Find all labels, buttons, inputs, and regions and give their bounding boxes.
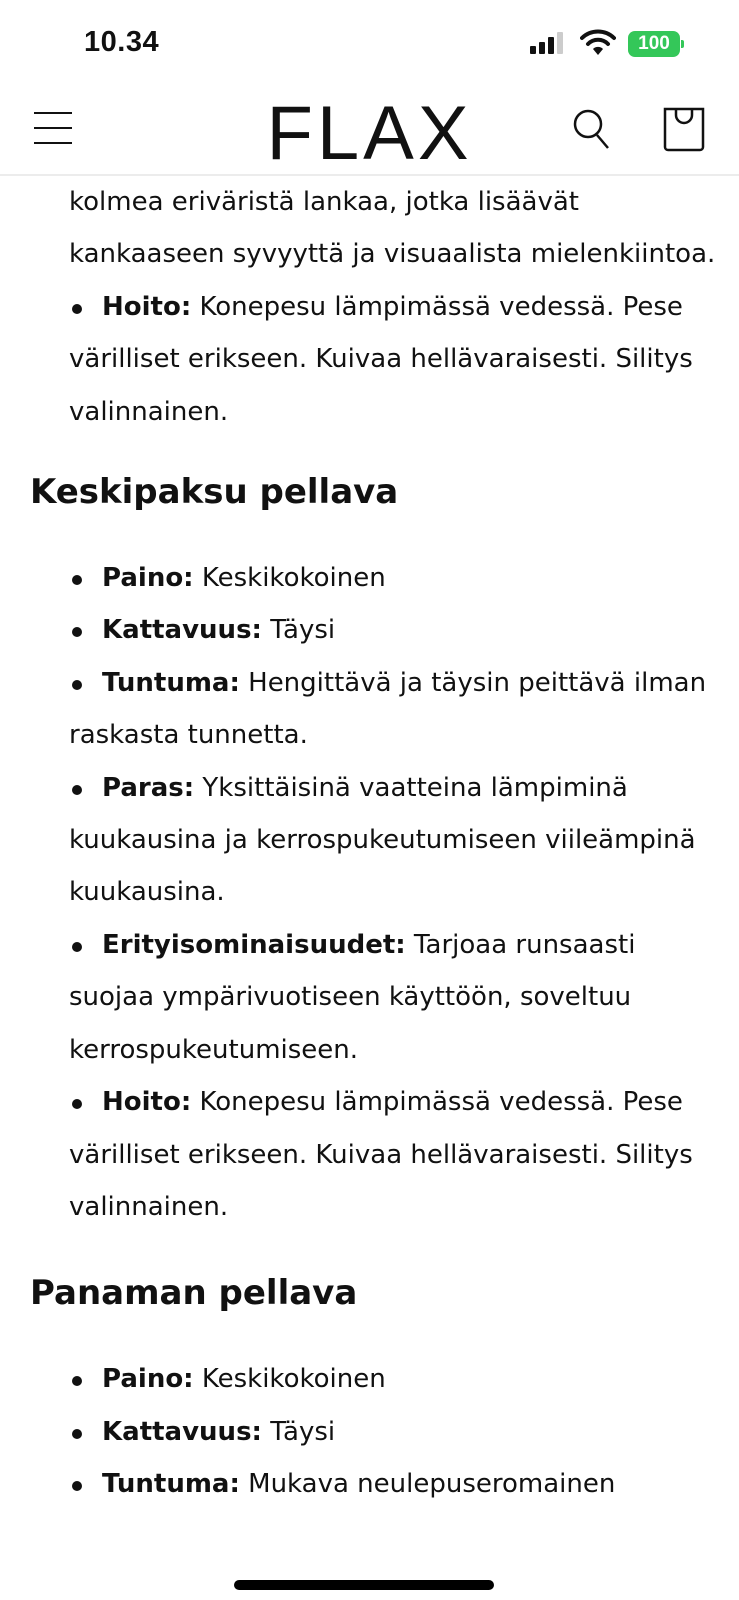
item-label: Paino:	[102, 1364, 194, 1395]
wifi-icon	[580, 28, 616, 56]
item-text: Mukava neulepuseromainen	[239, 1469, 616, 1500]
flax-logo[interactable]: FLAX	[266, 91, 473, 176]
item-label: Kattavuus:	[102, 615, 262, 646]
item-text: Täysi	[261, 1416, 336, 1447]
status-time: 10.34	[84, 26, 160, 58]
cellular-signal-icon	[530, 32, 563, 54]
list-item	[0, 919, 739, 1076]
paragraph-text: kolmea eriväristä lankaa, jotka lisäävät kankaaseen syvyyttä ja visuaalista mielenkiintoa.	[69, 187, 716, 270]
item-label: Hoito:	[102, 291, 192, 322]
item-label: Erityisominaisuudet:	[102, 929, 406, 960]
list-item	[0, 1076, 739, 1233]
item-text: Täysi	[261, 615, 336, 646]
item-text: Hengittävä ja täysin peittävä ilman raskasta tunnetta.	[69, 667, 707, 751]
section-heading: Panaman pellava	[30, 1273, 358, 1314]
home-indicator[interactable]	[234, 1580, 494, 1590]
item-text: Konepesu lämpimässä vedessä. Pese värilliset erikseen. Kuivaa hellävaraisesti. Silitys valinnainen.	[69, 291, 693, 427]
item-label: Tuntuma:	[102, 1469, 240, 1500]
cart-icon[interactable]	[662, 106, 706, 152]
list-item	[0, 762, 739, 919]
list-item	[0, 1406, 739, 1458]
section-heading: Keskipaksu pellava	[30, 472, 399, 513]
list-item	[0, 604, 739, 656]
item-text: Keskikokoinen	[193, 563, 386, 594]
status-bar	[0, 0, 739, 86]
item-label: Tuntuma:	[102, 667, 240, 698]
list-item	[0, 657, 739, 762]
list-item	[0, 281, 739, 438]
item-label: Paras:	[102, 772, 195, 803]
item-text: Konepesu lämpimässä vedessä. Pese värilliset erikseen. Kuivaa hellävaraisesti. Silitys valinnainen.	[69, 1087, 693, 1222]
item-text: Keskikokoinen	[193, 1364, 386, 1395]
list-item	[0, 1353, 739, 1405]
item-text: Tarjoaa runsaasti suojaa ympärivuotiseen käyttöön, soveltuu kerrospukeutumiseen.	[69, 929, 636, 1065]
item-text: Yksittäisinä vaatteina lämpiminä kuukausina ja kerrospukeutumiseen viileämpinä kuukausina.	[69, 772, 696, 908]
item-label: Paino:	[102, 563, 194, 594]
list-item	[0, 1458, 739, 1510]
list-item	[0, 552, 739, 604]
site-header	[0, 86, 739, 176]
search-icon[interactable]	[572, 108, 612, 150]
battery-indicator: 100	[628, 31, 680, 57]
item-label: Kattavuus:	[102, 1416, 262, 1447]
product-description	[0, 176, 739, 1511]
item-label: Hoito:	[102, 1087, 192, 1118]
